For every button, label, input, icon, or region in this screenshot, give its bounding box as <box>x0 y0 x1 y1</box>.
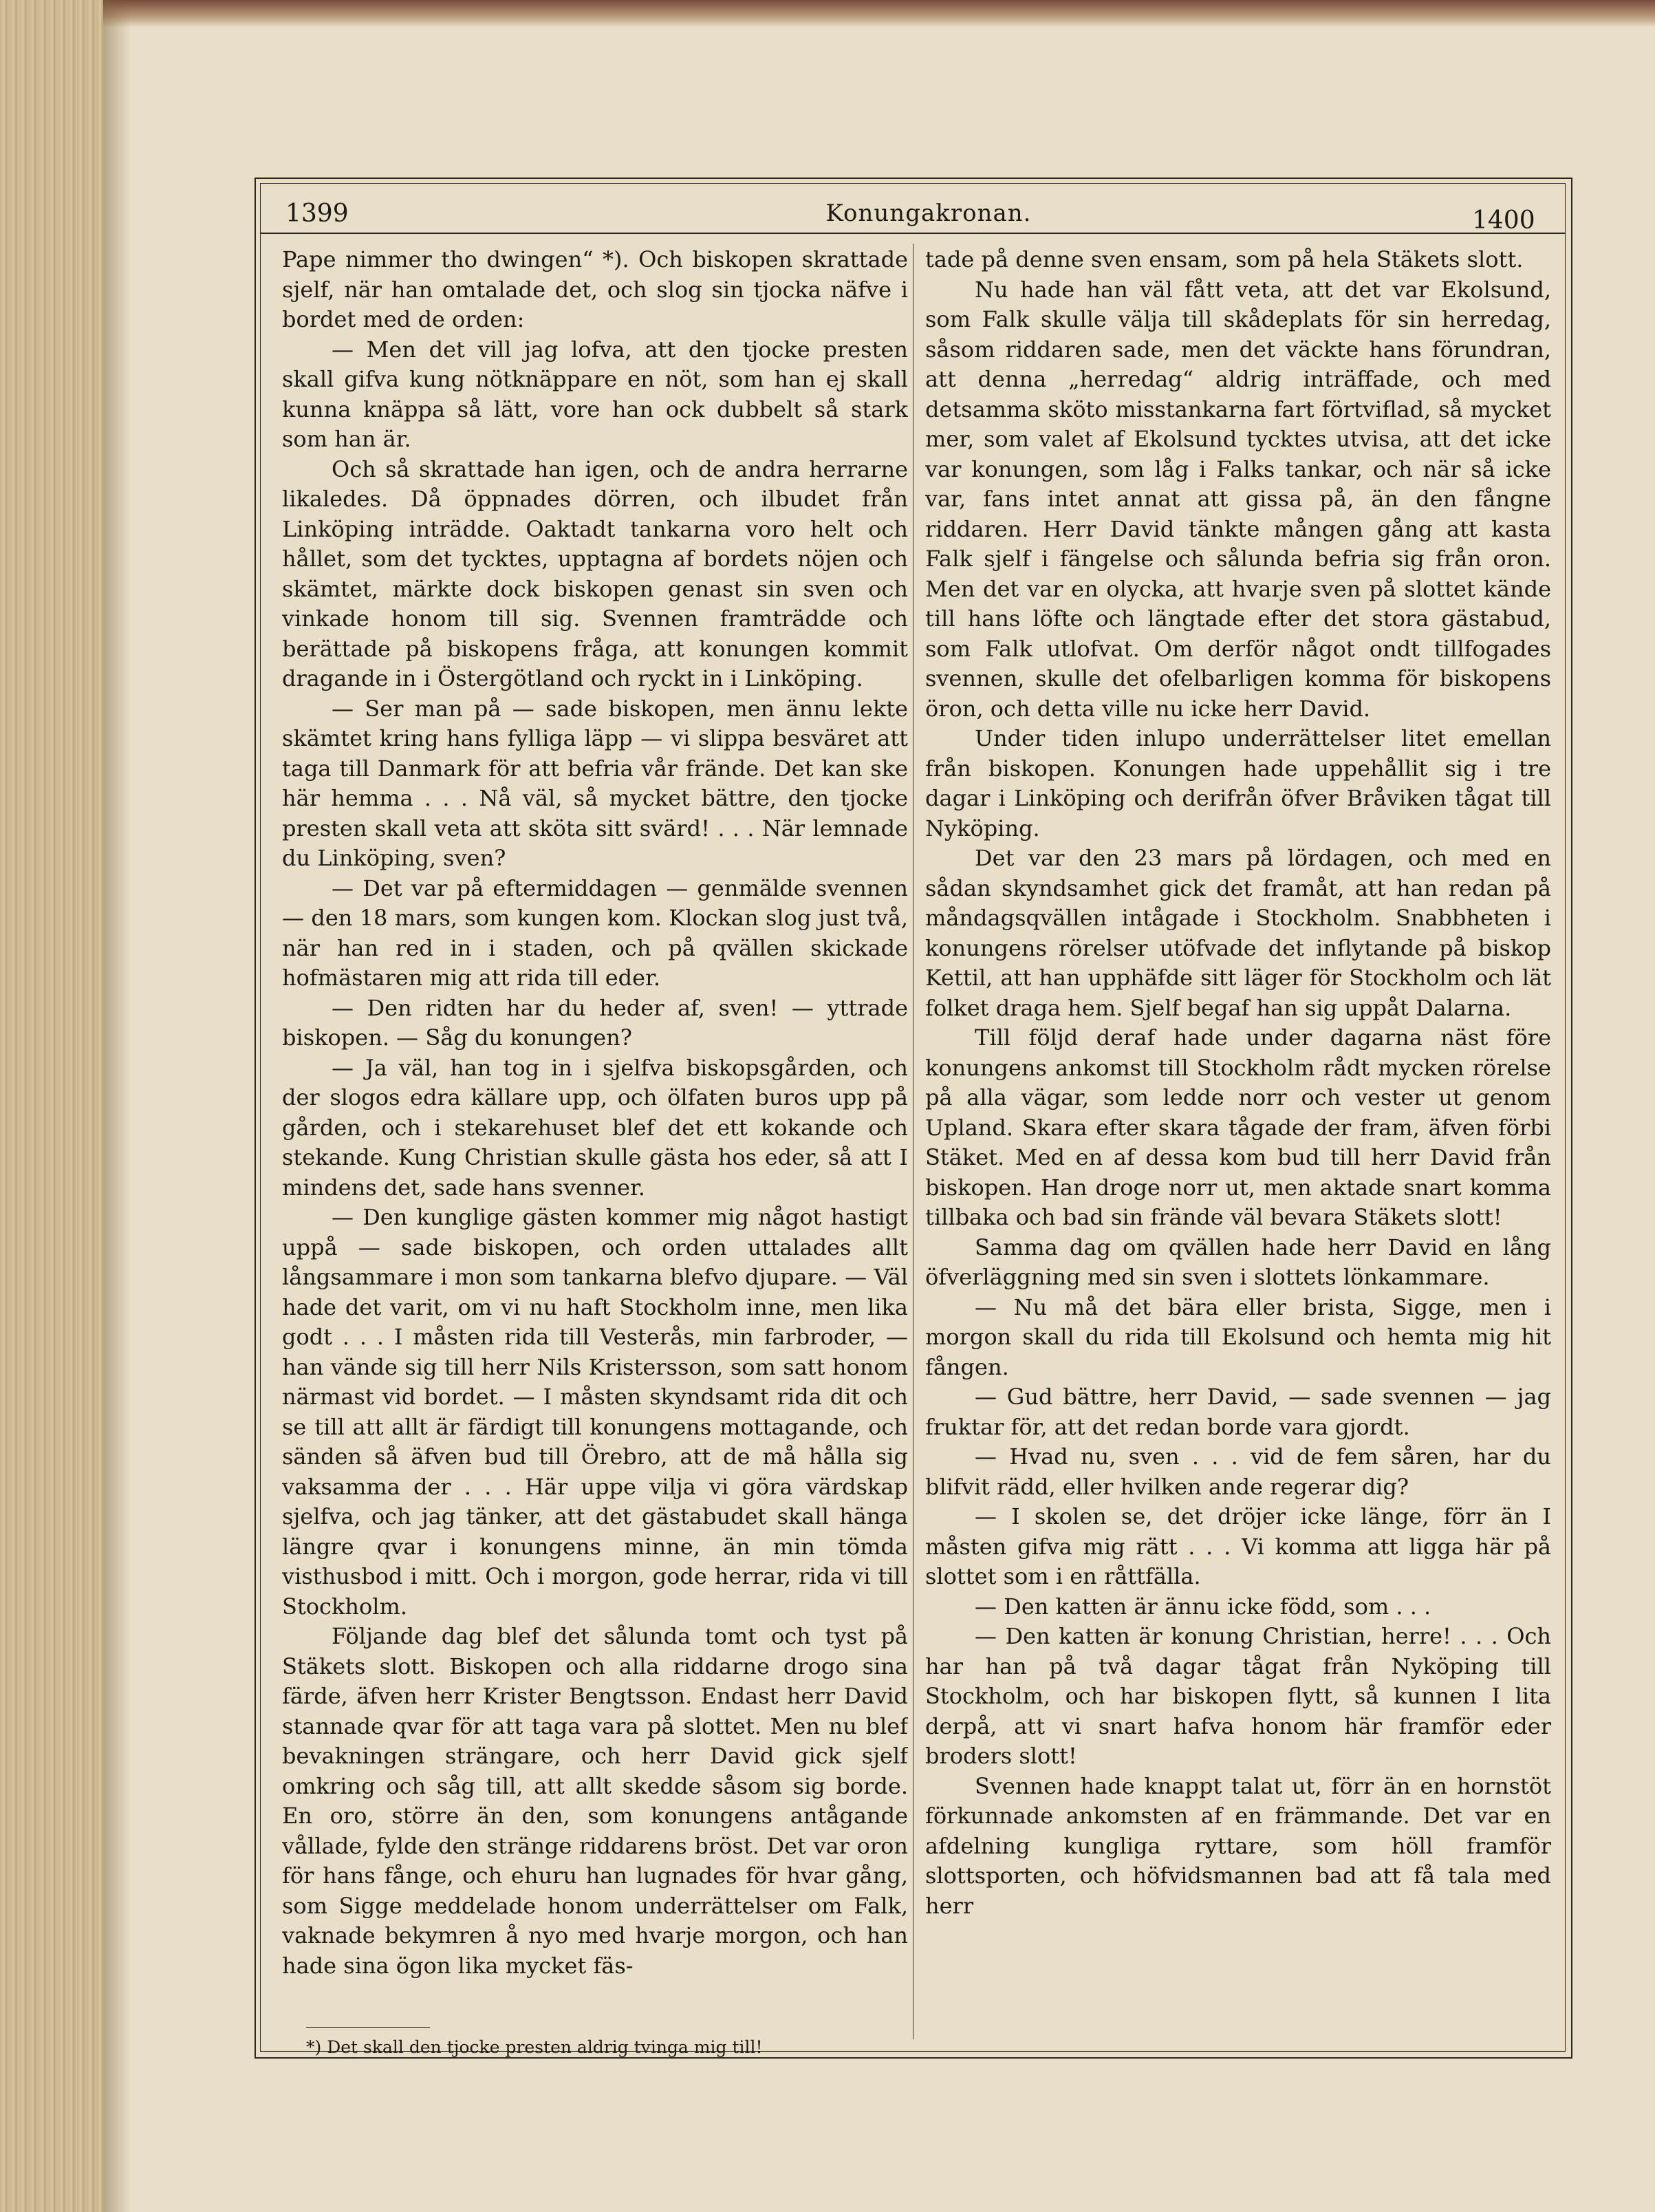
paragraph: — Ja väl, han tog in i sjelfva biskopsgården, och der slogos edra källare upp, och ölfaten buros upp på gården, och i stekarehuset blef det ett kokande och stekande. Kung Christian skulle gästa hos eder, så att I mindens det, sade hans svenner. <box>282 1054 908 1201</box>
paragraph: tade på denne sven ensam, som på hela Stäkets slott. <box>925 246 1524 272</box>
paragraph: — Det var på eftermiddagen — genmälde svennen — den 18 mars, som kungen kom. Klockan slog just två, när han red in i staden, och på qvällen skickade hofmästaren mig att rida till eder. <box>282 874 908 991</box>
running-head: Konungakronan. <box>825 200 1032 227</box>
paragraph: — Den katten är konung Christian, herre! . . . Och har han på två dagar tågat från Nyköping till Stockholm, och har biskopen flytt, så kunnen I lita derpå, att vi snart hafva honom här framför eder broders slott! <box>925 1623 1551 1769</box>
paragraph: Nu hade han väl fått veta, att det var Ekolsund, som Falk skulle välja till skådeplats för sin herredag, såsom riddaren sade, men det väckte hans förundran, att denna „herredag“ aldrig inträffade, och med detsamma sköto misstankarna fart förtviflad, så mycket mer, som valet af Ekolsund tycktes utvisa, att det icke var konungen, som låg i Falks tankar, och när så icke var, fans intet annat att gissa på, än den fångne riddaren. Herr David tänkte mången gång att kasta Falk sjelf i fängelse och sålunda befria sig från oron. Men det var en olycka, att hvarje sven på slottet kände till hans löfte och längtade efter det stora gästabud, som Falk utlofvat. Om derför något ondt tillfogades svennen, skulle det ofelbarligen komma för biskopens öron, och detta ville nu icke herr David. <box>925 276 1551 722</box>
paragraph: Och så skrattade han igen, och de andra herrarne likaledes. Då öppnades dörren, och ilbudet från Linköping inträdde. Oaktadt tankarna voro helt och hållet, som det tycktes, upptagna af bordets nöjen och skämtet, märkte dock biskopen genast sin sven och vinkade honom till sig. Svennen framträdde och berättade på biskopens fråga, att konungen kommit dragande in i Östergötland och ryckt in i Linköping. <box>282 455 908 691</box>
paragraph: — Nu må det bära eller brista, Sigge, men i morgon skall du rida till Ekolsund och hemta mig hit fången. <box>925 1293 1551 1380</box>
paragraph: Till följd deraf hade under dagarna näst före konungens ankomst till Stockholm rådt mycken rörelse på alla vägar, som ledde norr och vester ut genom Upland. Skara efter skara tågade der fram, äfven förbi Stäket. Med en af dessa kom bud till herr David från biskopen. Han droge norr ut, men aktade snart komma tillbaka och bad sin frände väl bevara Stäkets slott! <box>925 1024 1551 1230</box>
page-number-left: 1399 <box>285 200 349 228</box>
right-column <box>925 245 1551 2034</box>
paragraph: — Hvad nu, sven . . . vid de fem såren, har du blifvit rädd, eller hvilken ande regerar dig? <box>925 1443 1551 1500</box>
paragraph: Svennen hade knappt talat ut, förr än en hornstöt förkunnade ankomsten af en främmande. Det var en afdelning kungliga ryttare, som höll framför slottsporten, och höfvidsmannen bad att få tala med herr <box>925 1772 1551 1919</box>
left-column <box>282 245 908 2034</box>
footnote-rule <box>306 2027 430 2028</box>
header-rule <box>260 233 1566 234</box>
page-number-right: 1400 <box>1472 206 1535 235</box>
paragraph: — Den ridten har du heder af, sven! — yttrade biskopen. — Såg du konungen? <box>282 994 908 1051</box>
paragraph: — Gud bättre, herr David, — sade svennen — jag fruktar för, att det redan borde vara gjordt. <box>925 1384 1551 1440</box>
paragraph: Följande dag blef det sålunda tomt och tyst på Stäkets slott. Biskopen och alla riddarne drogo sina färde, äfven herr Krister Bengtsson. Endast herr David stannade qvar för att taga vara på slottet. Men nu blef bevakningen strängare, och herr David gick sjelf omkring och såg till, att allt skedde såsom sig borde. En oro, större än den, som konungens antågande vållade, fylde den stränge riddarens bröst. Det var oron för hans fånge, och ehuru han lugnades för hvar gång, som Sigge meddelade honom underrättelser om Falk, vaknade bekymren å nyo med hvarje morgon, och han hade sina ögon lika mycket fäs- <box>282 1623 908 1979</box>
gutter-shadow <box>103 0 131 2212</box>
paragraph: Det var den 23 mars på lördagen, och med en sådan skyndsamhet gick det framåt, att han redan på måndagsqvällen intågade i Stockholm. Snabbheten i konungens rörelser utöfvade det inflytande på biskop Kettil, att han upphäfde sitt läger för Stockholm och lät folket draga hem. Sjelf begaf han sig uppåt Dalarna. <box>925 845 1551 1021</box>
footnote: *) Det skall den tjocke presten aldrig tvinga mig till! <box>306 2037 763 2057</box>
paragraph: Pape nimmer tho dwingen“ *). Och biskopen skrattade sjelf, när han omtalade det, och slog sin tjocka näfve i bordet med de orden: <box>282 246 908 332</box>
top-page-edge <box>0 0 1655 28</box>
paragraph: — Ser man på — sade biskopen, men ännu lekte skämtet kring hans fylliga läpp — vi slippa besväret att taga till Danmark för att befria vår frände. Det kan ske här hemma . . . Nå väl, så mycket bättre, den tjocke presten skall veta att sköta sitt svärd! . . . När lemnade du Linköping, sven? <box>282 695 908 871</box>
paragraph: — Den katten är ännu icke född, som . . . <box>975 1593 1431 1620</box>
paragraph: — Men det vill jag lofva, att den tjocke presten skall gifva kung nötknäppare en nöt, som han ej skall kunna knäppa så lätt, vore han ock dubbelt så stark som han är. <box>282 336 908 452</box>
paragraph: Samma dag om qvällen hade herr David en lång öfverläggning med sin sven i slottets lönkammare. <box>925 1234 1551 1290</box>
paragraph: — Den kunglige gästen kommer mig något hastigt uppå — sade biskopen, och orden uttalades allt långsammare i mon som tankarna blefvo djupare. — Väl hade det varit, om vi nu haft Stockholm inne, men lika godt . . . I måsten rida till Vesterås, min farbroder, — han vände sig till herr Nils Kristersson, som satt honom närmast vid bordet. — I måsten skyndsamt rida dit och se till att allt är färdigt till konungens mottagande, och sänden så äfven bud till Örebro, att de må hålla sig vaksamma der . . . Här uppe vilja vi göra värdskap sjelfva, och jag tänker, att det gästabudet skall hänga längre qvar i konungens minne, än min tömda visthusbod i mitt. Och i morgon, gode herrar, rida vi till Stockholm. <box>282 1204 908 1620</box>
book-page-stack <box>0 0 103 2212</box>
paragraph: — I skolen se, det dröjer icke länge, förr än I måsten gifva mig rätt . . . Vi komma att ligga här på slottet som i en råttfälla. <box>925 1503 1551 1589</box>
paragraph: Under tiden inlupo underrättelser litet emellan från biskopen. Konungen hade uppehållit sig i tre dagar i Linköping och derifrån öfver Bråviken tågat till Nyköping. <box>925 725 1551 841</box>
